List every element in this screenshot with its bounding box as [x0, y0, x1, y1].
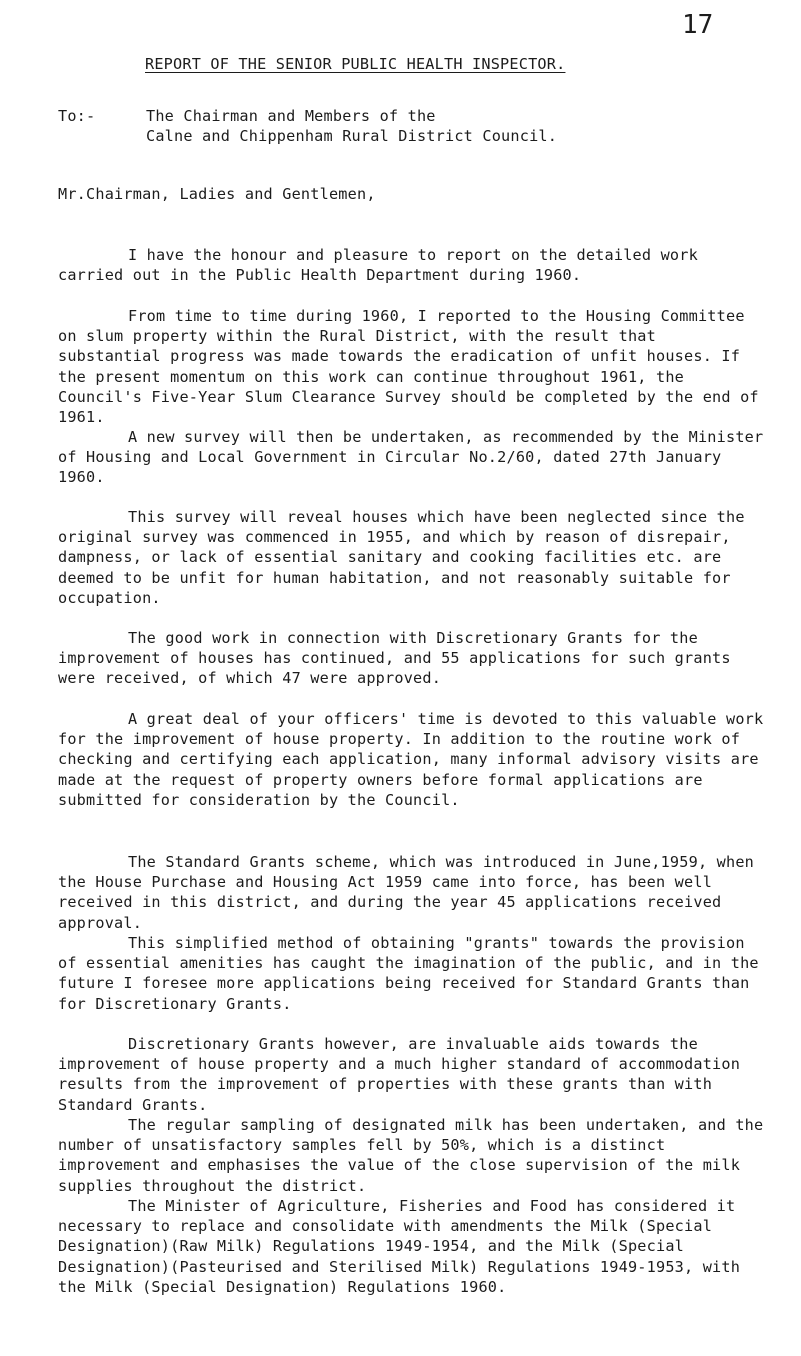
page-number: 17: [682, 10, 714, 40]
address-recipient: The Chairman and Members of the: [146, 107, 436, 125]
paragraph: The Standard Grants scheme, which was introduced in June,1959, when the House Purchase and Housing Act 1959 came into force, has been well received in this district, and during the year 45 applications received approval.: [58, 853, 755, 932]
report-heading: REPORT OF THE SENIOR PUBLIC HEALTH INSPECTOR.: [145, 55, 566, 73]
paragraph: A great deal of your officers' time is devoted to this valuable work for the improvement of house property. In addition to the routine work of checking and certifying each application, many informal advisory visits are made at the request of property owners before formal applications are submitted for consideration by the Council.: [58, 710, 764, 809]
paragraph: I have the honour and pleasure to report on the detailed work carried out in the Public Health Department during 1960.: [58, 246, 698, 285]
salutation: Mr.Chairman, Ladies and Gentlemen,: [58, 185, 376, 203]
paragraph: The regular sampling of designated milk has been undertaken, and the number of unsatisfactory samples fell by 50%, which is a distinct improvement and emphasises the value of the close supervision of the milk supplies throughout the district.: [58, 1116, 764, 1195]
paragraph: From time to time during 1960, I reported to the Housing Committee on slum property within the Rural District, with the result that substantial progress was made towards the eradication of unfit houses. If the present momentum on this work can continue throughout 1961, the Council's Five-Year Slum Clearance Survey should be completed by the end of 1961.: [58, 307, 759, 427]
address-line-2: Calne and Chippenham Rural District Council.: [146, 127, 558, 145]
paragraph: Discretionary Grants however, are invaluable aids towards the improvement of house property and a much higher standard of accommodation results from the improvement of properties with these grants than with Standard Grants.: [58, 1035, 741, 1114]
paragraph: A new survey will then be undertaken, as recommended by the Minister of Housing and Local Government in Circular No.2/60, dated 27th January 1960.: [58, 428, 764, 487]
paragraph: This survey will reveal houses which have been neglected since the original survey was commenced in 1955, and which by reason of disrepair, dampness, or lack of essential sanitary and cooking facilities etc. are deemed to be unfit for human habitation, and not reasonably suitable for occupation.: [58, 508, 745, 607]
to-label: To:-: [58, 107, 96, 125]
paragraph: The Minister of Agriculture, Fisheries and Food has considered it necessary to replace and consolidate with amendments the Milk (Special Designation)(Raw Milk) Regulations 1949-1954, and the Milk (Special Designation)(Pasteurised and Sterilised Milk) Regulations 1949-1953, with the Milk (Special Designation) Regulations 1960.: [58, 1197, 741, 1296]
address-block: [58, 106, 557, 146]
paragraph: This simplified method of obtaining "grants" towards the provision of essential amenities has caught the imagination of the public, and in the future I foresee more applications being received for Standard Grants than for Discretionary Grants.: [58, 934, 759, 1013]
address-line-1: [58, 106, 557, 126]
paragraph: The good work in connection with Discretionary Grants for the improvement of houses has continued, and 55 applications for such grants were received, of which 47 were approved.: [58, 629, 731, 688]
